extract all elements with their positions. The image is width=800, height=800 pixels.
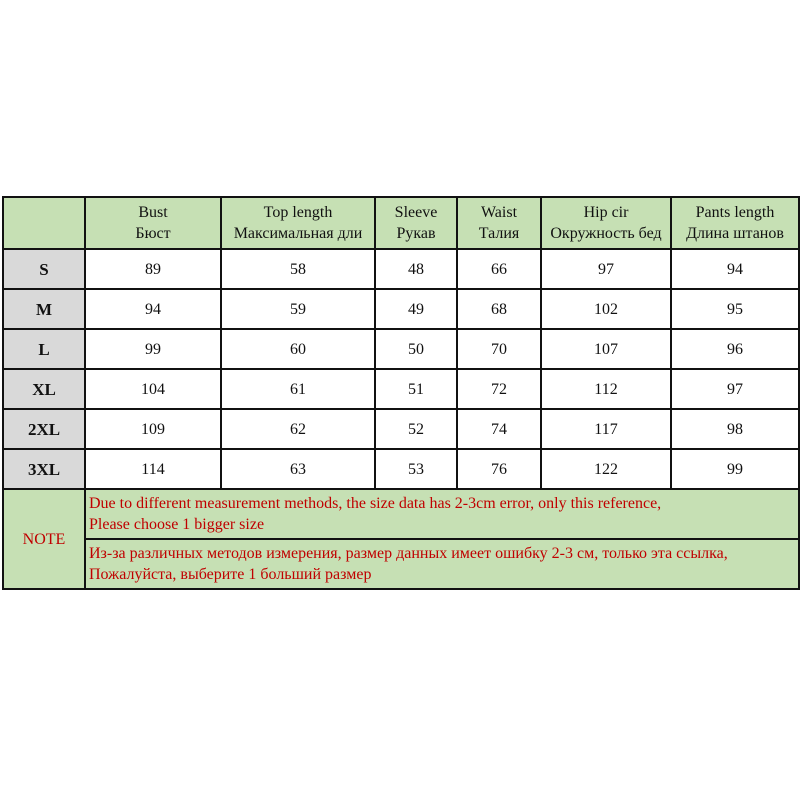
waist-value: 68 xyxy=(457,289,541,329)
pants-length-value: 95 xyxy=(671,289,799,329)
bust-value: 104 xyxy=(85,369,221,409)
table-row xyxy=(3,369,799,409)
top-length-value: 59 xyxy=(221,289,375,329)
note-line: Из-за различных методов измерения, размер данных имеет ошибку 2-3 см, только эта ссылка, xyxy=(89,545,728,562)
pants-length-value: 98 xyxy=(671,409,799,449)
pants-length-value: 94 xyxy=(671,249,799,289)
note-row-en xyxy=(3,489,799,539)
sleeve-value: 50 xyxy=(375,329,457,369)
header-waist xyxy=(457,197,541,249)
table-row xyxy=(3,449,799,489)
size-label: 3XL xyxy=(3,449,85,489)
header-ru: Бюст xyxy=(135,225,171,242)
bust-value: 99 xyxy=(85,329,221,369)
hip-value: 122 xyxy=(541,449,671,489)
size-label: XL xyxy=(3,369,85,409)
hip-value: 112 xyxy=(541,369,671,409)
note-line: Пожалуйста, выберите 1 больший размер xyxy=(89,566,372,583)
waist-value: 76 xyxy=(457,449,541,489)
header-sleeve xyxy=(375,197,457,249)
bust-value: 114 xyxy=(85,449,221,489)
header-en: Sleeve xyxy=(394,204,438,221)
size-label: M xyxy=(3,289,85,329)
bust-value: 94 xyxy=(85,289,221,329)
hip-value: 117 xyxy=(541,409,671,449)
pants-length-value: 97 xyxy=(671,369,799,409)
hip-value: 107 xyxy=(541,329,671,369)
top-length-value: 62 xyxy=(221,409,375,449)
corner-cell xyxy=(3,197,85,249)
sleeve-value: 51 xyxy=(375,369,457,409)
top-length-value: 61 xyxy=(221,369,375,409)
note-text-en xyxy=(85,489,799,539)
sleeve-value: 49 xyxy=(375,289,457,329)
waist-value: 74 xyxy=(457,409,541,449)
note-line: Due to different measurement methods, the size data has 2-3cm error, only this reference, xyxy=(89,495,662,512)
header-en: Pants length xyxy=(695,204,775,221)
table-row xyxy=(3,249,799,289)
header-pants-length xyxy=(671,197,799,249)
sleeve-value: 52 xyxy=(375,409,457,449)
table-row xyxy=(3,409,799,449)
note-label: NOTE xyxy=(3,489,85,589)
header-row xyxy=(3,197,799,249)
bust-value: 89 xyxy=(85,249,221,289)
bust-value: 109 xyxy=(85,409,221,449)
note-row-ru xyxy=(3,539,799,589)
header-ru: Максимальная дли xyxy=(233,225,363,242)
header-ru: Рукав xyxy=(396,225,436,242)
header-en: Bust xyxy=(138,204,168,221)
waist-value: 72 xyxy=(457,369,541,409)
top-length-value: 58 xyxy=(221,249,375,289)
table-row xyxy=(3,329,799,369)
header-ru: Длина штанов xyxy=(686,225,784,242)
sleeve-value: 53 xyxy=(375,449,457,489)
note-text-ru xyxy=(85,539,799,589)
header-ru: Окружность бед xyxy=(550,225,662,242)
pants-length-value: 99 xyxy=(671,449,799,489)
waist-value: 66 xyxy=(457,249,541,289)
hip-value: 102 xyxy=(541,289,671,329)
hip-value: 97 xyxy=(541,249,671,289)
size-label: S xyxy=(3,249,85,289)
table-row xyxy=(3,289,799,329)
top-length-value: 63 xyxy=(221,449,375,489)
size-label: L xyxy=(3,329,85,369)
header-ru: Талия xyxy=(478,225,520,242)
size-chart-table xyxy=(2,196,800,590)
size-label: 2XL xyxy=(3,409,85,449)
header-bust xyxy=(85,197,221,249)
header-top-length xyxy=(221,197,375,249)
top-length-value: 60 xyxy=(221,329,375,369)
sleeve-value: 48 xyxy=(375,249,457,289)
pants-length-value: 96 xyxy=(671,329,799,369)
header-hip xyxy=(541,197,671,249)
header-en: Top length xyxy=(263,204,333,221)
header-en: Waist xyxy=(480,204,518,221)
note-line: Please choose 1 bigger size xyxy=(89,516,265,533)
waist-value: 70 xyxy=(457,329,541,369)
header-en: Hip cir xyxy=(583,204,629,221)
